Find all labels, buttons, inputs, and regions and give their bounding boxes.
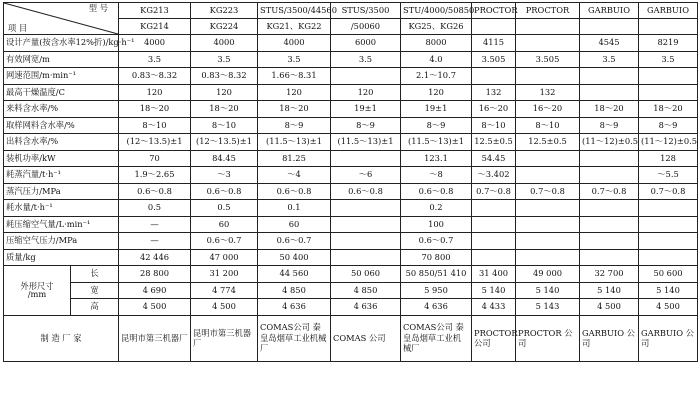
table-cell: 120 — [331, 84, 401, 101]
model-header-line2: KG21、KG22 — [258, 19, 331, 35]
manufacturer-cell: GARBUIO 公司 — [639, 315, 698, 361]
table-cell: ～3.402 — [472, 167, 516, 184]
manufacturer-cell: 昆明市第三机器厂 — [119, 315, 191, 361]
row-label: 装机功率/kW — [4, 150, 119, 167]
table-cell: 0.7～0.8 — [516, 183, 580, 200]
table-cell: 4 774 — [191, 282, 258, 299]
dimension-sublabel: 高 — [71, 299, 119, 316]
table-cell — [580, 216, 639, 233]
row-label: 取样网料含水率/% — [4, 117, 119, 134]
table-cell: 31 400 — [472, 266, 516, 283]
table-cell: 31 200 — [191, 266, 258, 283]
manufacturer-cell: 昆明市第三机器厂 — [191, 315, 258, 361]
table-cell: 4 850 — [258, 282, 331, 299]
table-cell: (11～12)±0.5 — [580, 134, 639, 151]
dimension-sublabel: 宽 — [71, 282, 119, 299]
table-cell: ～4 — [258, 167, 331, 184]
table-cell — [516, 249, 580, 266]
table-cell: 60 — [258, 216, 331, 233]
table-cell — [580, 167, 639, 184]
manufacturer-label: 制 造 厂 家 — [4, 315, 119, 361]
model-header-line1: PROCTOR — [516, 3, 580, 19]
row-label: 蒸汽压力/MPa — [4, 183, 119, 200]
table-cell — [472, 200, 516, 217]
table-cell: 16～20 — [516, 101, 580, 118]
model-header-line1: GARBUIO — [580, 3, 639, 19]
table-cell — [639, 84, 698, 101]
table-cell: 0.83～8.32 — [119, 68, 191, 85]
table-cell: 70 — [119, 150, 191, 167]
dimension-label-line2: /mm — [27, 289, 47, 300]
table-cell: (12～13.5)±1 — [119, 134, 191, 151]
table-cell: 60 — [191, 216, 258, 233]
table-cell: 0.1 — [258, 200, 331, 217]
row-label: 耗水量/t·h⁻¹ — [4, 200, 119, 217]
table-cell — [580, 233, 639, 250]
manufacturer-row — [4, 315, 698, 361]
table-row — [4, 233, 698, 250]
table-cell: 19±1 — [331, 101, 401, 118]
table-cell — [331, 249, 401, 266]
table-cell: 5 140 — [639, 282, 698, 299]
manufacturer-cell: PROCTOR 公司 — [472, 315, 516, 361]
dimension-row — [4, 266, 698, 283]
table-cell: 5 140 — [580, 282, 639, 299]
table-row — [4, 216, 698, 233]
model-header-line1: GARBUIO — [639, 3, 698, 19]
table-cell: 0.7～0.8 — [472, 183, 516, 200]
table-cell: 3.5 — [258, 51, 331, 68]
header-row — [4, 3, 698, 19]
table-cell: 4 850 — [331, 282, 401, 299]
table-row — [4, 68, 698, 85]
table-cell: (11～12)±0.5 — [639, 134, 698, 151]
table-cell: 8～9 — [401, 117, 472, 134]
table-cell: 4000 — [119, 35, 191, 52]
table-row — [4, 51, 698, 68]
table-row — [4, 167, 698, 184]
table-cell: 0.7～0.8 — [580, 183, 639, 200]
table-cell: 0.6～0.8 — [258, 183, 331, 200]
table-cell: 0.6～0.8 — [119, 183, 191, 200]
table-cell — [580, 249, 639, 266]
table-cell: 120 — [258, 84, 331, 101]
model-header-line2 — [472, 19, 516, 35]
row-label: 网速范围/m·min⁻¹ — [4, 68, 119, 85]
table-cell: 132 — [516, 84, 580, 101]
corner-label-model: 型 号 — [88, 3, 108, 13]
table-cell: 0.7～0.8 — [639, 183, 698, 200]
row-label: 最高干燥温度/C — [4, 84, 119, 101]
table-cell — [639, 216, 698, 233]
table-cell: 0.2 — [401, 200, 472, 217]
table-cell: 0.5 — [119, 200, 191, 217]
table-cell: 47 000 — [191, 249, 258, 266]
table-cell: 8000 — [401, 35, 472, 52]
model-header-line2 — [516, 19, 580, 35]
table-cell: 8～9 — [639, 117, 698, 134]
table-cell — [580, 150, 639, 167]
table-cell: 4000 — [258, 35, 331, 52]
table-cell — [516, 200, 580, 217]
table-cell: 18～20 — [580, 101, 639, 118]
table-cell: 120 — [191, 84, 258, 101]
dimension-label-line1: 外形尺寸 — [20, 280, 54, 291]
table-cell: 3.505 — [472, 51, 516, 68]
table-cell: 18～20 — [258, 101, 331, 118]
model-header-line2 — [639, 19, 698, 35]
table-cell — [580, 200, 639, 217]
table-cell — [639, 233, 698, 250]
table-cell: 32 700 — [580, 266, 639, 283]
table-cell: 70 800 — [401, 249, 472, 266]
table-cell: ～6 — [331, 167, 401, 184]
manufacturer-cell: COMAS 公司 — [331, 315, 401, 361]
dimension-label — [4, 266, 71, 316]
table-cell: 0.5 — [191, 200, 258, 217]
table-cell: 3.5 — [639, 51, 698, 68]
table-cell — [516, 233, 580, 250]
table-cell — [516, 35, 580, 52]
table-cell: 0.6～0.8 — [191, 183, 258, 200]
model-header-line1: STUS/3500/44560 — [258, 3, 331, 19]
corner-label-item: 项 目 — [8, 23, 28, 34]
table-cell: (11.5～13)±1 — [258, 134, 331, 151]
model-header-line2: /50060 — [331, 19, 401, 35]
table-cell — [516, 68, 580, 85]
table-cell: 8～9 — [258, 117, 331, 134]
table-body — [4, 3, 698, 362]
model-header-line1: STU/4000/50850 — [401, 3, 472, 19]
table-cell: ～3 — [191, 167, 258, 184]
table-cell: — — [119, 216, 191, 233]
model-header-line2: KG214 — [119, 19, 191, 35]
table-cell: (11.5～13)±1 — [401, 134, 472, 151]
table-cell: — — [119, 233, 191, 250]
table-cell: 3.5 — [580, 51, 639, 68]
table-cell: 0.83～8.32 — [191, 68, 258, 85]
table-cell: 5 140 — [516, 282, 580, 299]
table-cell — [639, 200, 698, 217]
row-label: 出料含水率/% — [4, 134, 119, 151]
table-cell: 3.5 — [331, 51, 401, 68]
table-cell — [472, 68, 516, 85]
table-cell: 100 — [401, 216, 472, 233]
table-row — [4, 101, 698, 118]
table-cell: 44 560 — [258, 266, 331, 283]
model-header-line2: KG224 — [191, 19, 258, 35]
table-cell: 4115 — [472, 35, 516, 52]
table-cell: 8219 — [639, 35, 698, 52]
row-label: 耗压缩空气量/L·min⁻¹ — [4, 216, 119, 233]
table-cell: 28 800 — [119, 266, 191, 283]
table-row — [4, 200, 698, 217]
table-row — [4, 249, 698, 266]
table-row — [4, 183, 698, 200]
table-cell — [331, 216, 401, 233]
table-cell: 1.9～2.65 — [119, 167, 191, 184]
table-cell — [472, 233, 516, 250]
table-cell: 0.6～0.7 — [401, 233, 472, 250]
row-label: 来料含水率/% — [4, 101, 119, 118]
table-cell: 8～10 — [516, 117, 580, 134]
table-cell — [516, 167, 580, 184]
table-cell: 5 140 — [472, 282, 516, 299]
table-cell: 0.6～0.8 — [331, 183, 401, 200]
table-cell — [639, 249, 698, 266]
table-cell: 5 950 — [401, 282, 472, 299]
table-cell: 8～9 — [331, 117, 401, 134]
table-cell — [516, 150, 580, 167]
row-label: 有效网宽/m — [4, 51, 119, 68]
manufacturer-cell: COMAS公司 秦皇岛烟草工业机械厂 — [401, 315, 472, 361]
manufacturer-cell: PROCTOR 公司 — [516, 315, 580, 361]
spec-table — [3, 2, 698, 362]
corner-header-cell — [4, 3, 119, 35]
table-cell — [472, 216, 516, 233]
table-row — [4, 84, 698, 101]
model-header-line1: KG223 — [191, 3, 258, 19]
manufacturer-cell: COMAS公司 秦皇岛烟草工业机械厂 — [258, 315, 331, 361]
table-cell: 8～9 — [580, 117, 639, 134]
row-label: 设计产量(按含水率12%折)/kg·h⁻¹ — [4, 35, 119, 52]
table-cell: (11.5～13)±1 — [331, 134, 401, 151]
table-cell: 50 400 — [258, 249, 331, 266]
dimension-sublabel: 长 — [71, 266, 119, 283]
model-header-line1: KG213 — [119, 3, 191, 19]
table-cell — [331, 150, 401, 167]
table-cell: 0.6～0.7 — [258, 233, 331, 250]
table-cell: 4545 — [580, 35, 639, 52]
table-cell — [639, 68, 698, 85]
table-cell: 49 000 — [516, 266, 580, 283]
table-cell: 4000 — [191, 35, 258, 52]
table-cell: 3.505 — [516, 51, 580, 68]
table-cell: 84.45 — [191, 150, 258, 167]
table-cell: 0.6～0.7 — [191, 233, 258, 250]
table-cell: 18～20 — [191, 101, 258, 118]
model-header-line2 — [580, 19, 639, 35]
model-header-line1: PROCTOR — [472, 3, 516, 19]
dimension-row — [4, 282, 698, 299]
table-cell: ～8 — [401, 167, 472, 184]
table-cell: 8～10 — [119, 117, 191, 134]
table-row — [4, 150, 698, 167]
row-label: 压缩空气压力/MPa — [4, 233, 119, 250]
table-cell: 0.6～0.8 — [401, 183, 472, 200]
table-cell: 4 636 — [331, 299, 401, 316]
model-header-line2: KG25、KG26 — [401, 19, 472, 35]
table-cell — [331, 68, 401, 85]
table-cell: 120 — [401, 84, 472, 101]
table-cell: 81.25 — [258, 150, 331, 167]
table-cell: 12.5±0.5 — [516, 134, 580, 151]
table-cell: 4 433 — [472, 299, 516, 316]
row-label: 耗蒸汽量/t·h⁻¹ — [4, 167, 119, 184]
dimension-row — [4, 299, 698, 316]
table-cell: 1.66～8.31 — [258, 68, 331, 85]
table-cell: 5 143 — [516, 299, 580, 316]
table-cell — [472, 249, 516, 266]
table-cell: 8～10 — [472, 117, 516, 134]
table-cell: 2.1～10.7 — [401, 68, 472, 85]
table-cell: 18～20 — [639, 101, 698, 118]
table-cell: 4 500 — [639, 299, 698, 316]
table-cell: 132 — [472, 84, 516, 101]
table-cell: 6000 — [331, 35, 401, 52]
table-cell: 120 — [119, 84, 191, 101]
table-cell: 54.45 — [472, 150, 516, 167]
table-cell: 16～20 — [472, 101, 516, 118]
table-cell — [331, 200, 401, 217]
table-cell: 4 636 — [401, 299, 472, 316]
table-cell: 18～20 — [119, 101, 191, 118]
table-cell — [580, 68, 639, 85]
table-cell: 50 060 — [331, 266, 401, 283]
table-cell: 128 — [639, 150, 698, 167]
table-cell: 4 500 — [119, 299, 191, 316]
table-cell: 4 690 — [119, 282, 191, 299]
manufacturer-cell: GARBUIO 公司 — [580, 315, 639, 361]
table-cell: ～5.5 — [639, 167, 698, 184]
table-row — [4, 134, 698, 151]
table-cell: 19±1 — [401, 101, 472, 118]
table-cell — [516, 216, 580, 233]
table-cell: 50 600 — [639, 266, 698, 283]
table-cell: (12～13.5)±1 — [191, 134, 258, 151]
table-cell: 42 446 — [119, 249, 191, 266]
table-cell: 3.5 — [191, 51, 258, 68]
table-cell: 123.1 — [401, 150, 472, 167]
table-cell: 8～10 — [191, 117, 258, 134]
table-cell: 4 636 — [258, 299, 331, 316]
model-header-line1: STUS/3500 — [331, 3, 401, 19]
table-cell: 4 500 — [191, 299, 258, 316]
table-cell: 50 850/51 410 — [401, 266, 472, 283]
table-cell: 3.5 — [119, 51, 191, 68]
table-cell: 12.5±0.5 — [472, 134, 516, 151]
table-row — [4, 117, 698, 134]
table-cell: 4 500 — [580, 299, 639, 316]
row-label: 质量/kg — [4, 249, 119, 266]
table-row — [4, 35, 698, 52]
table-cell — [580, 84, 639, 101]
table-cell: 4.0 — [401, 51, 472, 68]
table-cell — [331, 233, 401, 250]
